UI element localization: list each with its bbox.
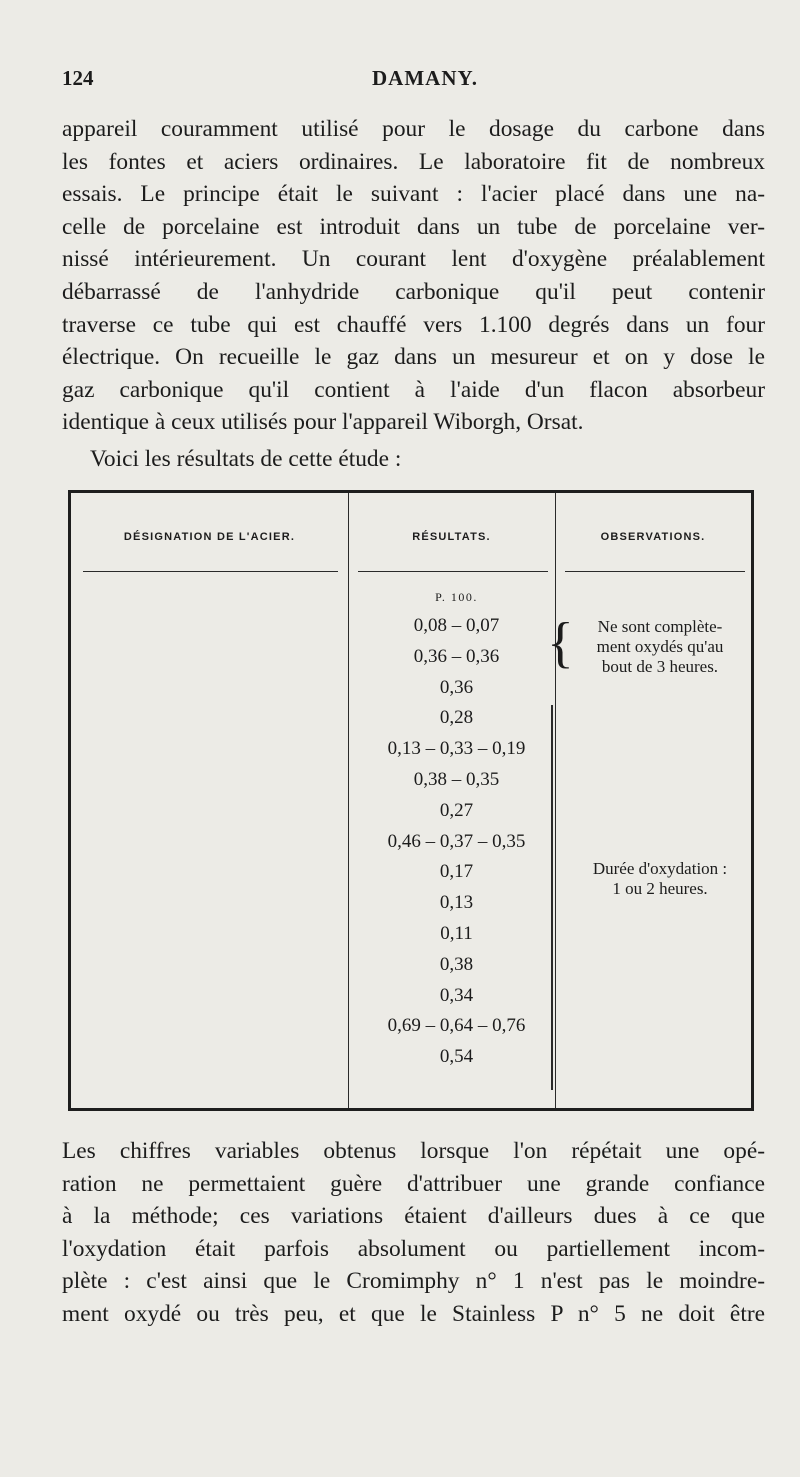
result-value: 0,38 [439, 953, 474, 975]
text-line: celle de porcelaine est introduit dans un tube de porcelaine ver- [62, 213, 765, 240]
table-row [71, 738, 751, 765]
table-intro: Voici les résultats de cette étude : [90, 446, 402, 472]
result-value: 0,46 – 0,37 – 0,35 [387, 830, 526, 852]
text-line: débarrassé de l'anhydride carbonique qu'il peut contenir [62, 278, 765, 305]
observation-line: Ne sont complète- [597, 617, 723, 636]
observation-1 [565, 617, 755, 677]
table-row [71, 707, 751, 734]
table-row [71, 923, 751, 950]
text-line: l'oxydation était parfois absolument ou partiellement incom- [62, 1235, 765, 1262]
result-value: 0,27 [439, 799, 474, 821]
observation-line: bout de 3 heures. [601, 657, 719, 676]
header-observations: OBSERVATIONS. [600, 531, 706, 543]
brace-icon: { [547, 612, 574, 674]
result-value: 0,13 [439, 892, 474, 914]
table-row [71, 985, 751, 1012]
text-line: gaz carbonique qu'il contient à l'aide d'un flacon absorbeur [62, 376, 765, 403]
running-head: DAMANY. [372, 66, 478, 90]
table-row [71, 1046, 751, 1073]
text-line: identique à ceux utilisés pour l'appareil Wiborgh, Orsat. [62, 409, 584, 436]
text-line: les fontes et aciers ordinaires. Le laboratoire fit de nombreux [62, 148, 765, 175]
paragraph-after-table [62, 1135, 765, 1331]
text-line: ment oxydé ou très peu, et que le Stainless P n° 5 ne doit être [62, 1300, 765, 1327]
observation-line: ment oxydés qu'au [596, 637, 724, 656]
result-value: 0,34 [439, 984, 474, 1006]
table-row [71, 677, 751, 704]
text-line: traverse ce tube qui est chauffé vers 1.100 degrés dans un four [62, 311, 765, 338]
result-value: 0,36 [439, 676, 474, 698]
table-row [71, 1015, 751, 1042]
result-value: 0,17 [439, 861, 474, 883]
table-row [71, 800, 751, 827]
text-line: essais. Le principe était le suivant : l'acier placé dans une na- [62, 181, 765, 208]
results-table [68, 490, 754, 1111]
text-line: ration ne permettaient guère d'attribuer une grande confiance [62, 1170, 765, 1197]
result-value: 0,08 – 0,07 [413, 615, 500, 636]
results-unit: P. 100. [435, 590, 478, 604]
observation-line: Durée d'oxydation : [592, 859, 728, 878]
result-value: 0,28 [439, 707, 474, 729]
text-line: électrique. On recueille le gaz dans un mesureur et on y dose le [62, 344, 765, 371]
header-rule [358, 571, 548, 572]
text-line: appareil couramment utilisé pour le dosage du carbone dans [62, 116, 765, 142]
text-line: Les chiffres variables obtenus lorsque l'on répétait une opé- [62, 1138, 765, 1164]
paragraph-before-table [62, 113, 765, 439]
header-results: RÉSULTATS. [412, 531, 491, 543]
page-number: 124 [62, 66, 94, 90]
text-line: à la méthode; ces variations étaient d'ailleurs dues à ce que [62, 1203, 765, 1230]
table-row [71, 769, 751, 796]
text-line: nissé intérieurement. Un courant lent d'oxygène préalablement [62, 246, 765, 273]
observation-2 [565, 859, 755, 899]
table-row [71, 831, 751, 858]
table-row [71, 954, 751, 981]
observation-line: 1 ou 2 heures. [612, 879, 708, 898]
result-value: 0,54 [439, 1046, 474, 1068]
page-header [62, 66, 762, 96]
result-value: 0,36 – 0,36 [413, 645, 500, 667]
header-rule [83, 571, 338, 572]
header-rule [565, 571, 745, 572]
header-designation: DÉSIGNATION DE L'ACIER. [123, 531, 296, 543]
text-line: plète : c'est ainsi que le Cromimphy n° 1 n'est pas le moindre- [62, 1268, 765, 1295]
result-value: 0,11 [440, 923, 473, 944]
result-value: 0,13 – 0,33 – 0,19 [387, 738, 526, 760]
result-value: 0,38 – 0,35 [413, 769, 500, 790]
result-value: 0,69 – 0,64 – 0,76 [387, 1015, 526, 1037]
bracket-line [551, 705, 553, 1090]
